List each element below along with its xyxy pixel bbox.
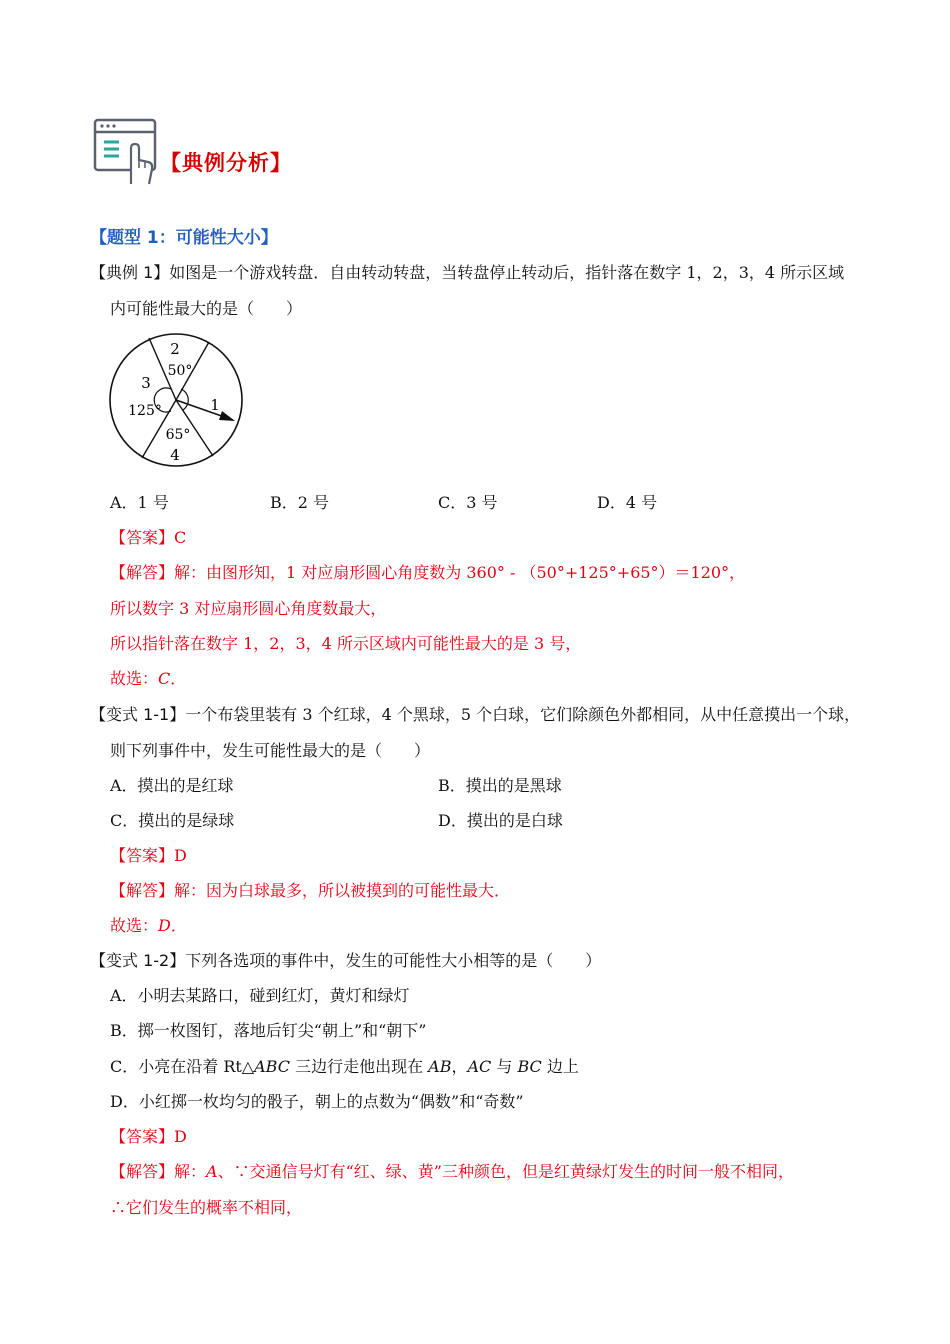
option-c: C．摸出的是绿球 [110,811,235,830]
sector-4-angle: 65° [165,427,191,443]
variant-1-1-solution-line-2: 故选：D． [110,916,187,935]
example-1-question: 【典例 1】如图是一个游戏转盘．自由转动转盘，当转盘停止转动后，指针落在数字 1，2，3，4 所示区域 [90,263,845,282]
option-a: A．小明去某路口，碰到红灯，黄灯和绿灯 [110,986,410,1005]
example-1-solution-line-4: 故选：C． [110,669,187,688]
option-a: A．1 号 [110,493,169,512]
sector-3-number: 3 [141,374,151,392]
question-type-title: 【题型 1：可能性大小】 [90,228,278,248]
variant-1-2-solution-line-2: ∴它们发生的概率不相同， [110,1198,303,1217]
sector-2-angle: 50° [167,363,193,379]
example-1-solution-line-1: 【解答】解：由图形知，1 对应扇形圆心角度数为 360° - （50°+125°+65°）＝120°， [110,563,746,582]
option-a: A．摸出的是红球 [110,776,234,795]
option-c: C．3 号 [438,493,498,512]
example-1-question-cont: 内可能性最大的是（ ） [110,299,303,318]
sector-1-number: 1 [210,396,220,414]
spinner-diagram [105,332,250,470]
sector-4-number: 4 [170,446,180,464]
variant-1-1-solution-line-1: 【解答】解：因为白球最多，所以被摸到的可能性最大． [110,881,511,900]
section-banner: 【典例分析】 [160,151,292,175]
sector-3-angle: 125° [128,403,162,419]
example-1-answer: 【答案】C [110,528,187,547]
option-c: C．小亮在沿着 Rt△ABC 三边行走他出现在 AB，AC 与 BC 边上 [110,1057,579,1076]
webpage-click-icon [93,118,159,186]
option-d: D．小红掷一枚均匀的骰子，朝上的点数为“偶数”和“奇数” [110,1092,524,1111]
option-b: B．掷一枚图钉，落地后钉尖“朝上”和“朝下” [110,1021,427,1040]
example-1-solution-line-3: 所以指针落在数字 1，2，3，4 所示区域内可能性最大的是 3 号， [110,634,582,653]
variant-1-1-answer: 【答案】D [110,846,187,865]
variant-1-1-question-cont: 则下列事件中，发生可能性最大的是（ ） [110,741,431,760]
option-d: D．4 号 [597,493,658,512]
variant-1-2-answer: 【答案】D [110,1127,187,1146]
option-d: D．摸出的是白球 [438,811,563,830]
example-1-solution-line-2: 所以数字 3 对应扇形圆心角度数最大， [110,599,387,618]
variant-1-2-question: 【变式 1-2】下列各选项的事件中，发生的可能性大小相等的是（ ） [90,951,602,970]
sector-2-number: 2 [170,340,180,358]
variant-1-2-solution-line-1: 【解答】解：A、∵交通信号灯有“红、绿、黄”三种颜色，但是红黄绿灯发生的时间一般不相同， [110,1162,794,1181]
variant-1-1-question: 【变式 1-1】一个布袋里装有 3 个红球，4 个黑球，5 个白球，它们除颜色外都相同，从中任意摸出一个球， [90,705,861,724]
option-b: B．2 号 [270,493,330,512]
option-b: B．摸出的是黑球 [438,776,562,795]
